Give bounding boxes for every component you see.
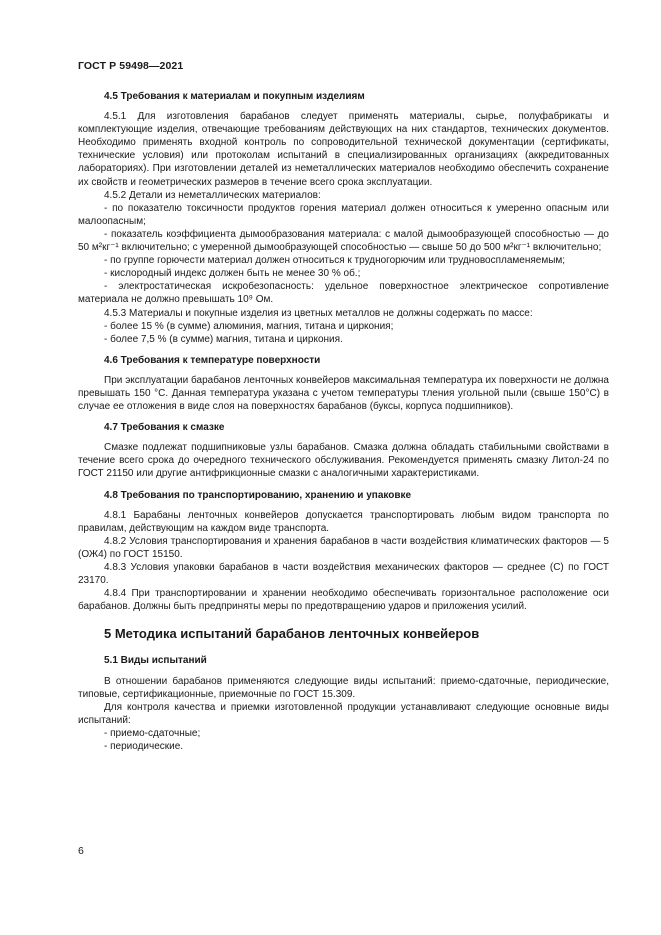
paragraph: 4.8.4 При транспортировании и хранении необходимо обеспечивать горизонтальное расположение оси барабанов. Должны быть предприняты меры по предотвращению ударов и приложения усилий. — [78, 588, 609, 613]
paragraph: - приемо-сдаточные; — [104, 727, 201, 739]
paragraph: - электростатическая искробезопасность: удельное поверхностное электрическое сопротивление материала не должно превышать 10⁹ Ом. — [78, 281, 609, 306]
block-spacer — [78, 413, 609, 421]
document-body — [78, 90, 609, 753]
paragraph: - периодические. — [104, 741, 184, 753]
block-spacer — [78, 346, 609, 354]
paragraph: В отношении барабанов применяются следующие виды испытаний: приемо-сдаточные, периодические, типовые, сертификационные, приемочные по ГОСТ 15.309. — [78, 675, 609, 700]
subsection-heading: 4.7 Требования к смазке — [104, 422, 225, 434]
paragraph: - более 15 % (в сумме) алюминия, магния, титана и циркония; — [104, 320, 394, 332]
subsection-heading: 5.1 Виды испытаний — [104, 655, 207, 667]
paragraph: Смазке подлежат подшипниковые узлы барабанов. Смазка должна обладать стабильными свойствами в течение всего срока до очередного технического обслуживания. Рекомендуется применять смазку Литол-24 по ГОСТ 21150 или другие антифрикционные смазки с аналогичными характеристиками. — [78, 442, 609, 480]
subsection-heading: 4.8 Требования по транспортированию, хранению и упаковке — [104, 489, 412, 501]
subsection-heading: 4.6 Требования к температуре поверхности — [104, 354, 321, 366]
paragraph: - показатель коэффициента дымообразования материала: с малой дымообразующей способностью — до 50 м²кг⁻¹ включительно; с умеренной дымообразующей способностью — свыше 50 до 500 м²кг⁻¹ включительно; — [78, 228, 609, 254]
paragraph: 4.8.1 Барабаны ленточных конвейеров допускается транспортировать любым видом транспорта по правилам, действующим на каждом виде транспорта. — [78, 509, 609, 534]
paragraph: - более 7,5 % (в сумме) магния, титана и циркония. — [104, 333, 343, 345]
paragraph: При эксплуатации барабанов ленточных конвейеров максимальная температура их поверхности не должна превышать 150 °С. Данная температура указана с учетом температуры тления угольной пыли (свыше 150°С) в случае ее отложения в виде слоя на поверхностях барабанов (буксы, корпуса подшипников). — [78, 374, 609, 413]
paragraph: Для контроля качества и приемки изготовленной продукции устанавливают следующие основные виды испытаний: — [78, 701, 609, 726]
paragraph: 4.8.3 Условия упаковки барабанов в части воздействия механических факторов — среднее (С) по ГОСТ 23170. — [78, 562, 609, 587]
paragraph: 4.8.2 Условия транспортирования и хранения барабанов в части воздействия климатических факторов — 5 (ОЖ4) по ГОСТ 15150. — [78, 535, 609, 560]
page-number: 6 — [78, 845, 84, 857]
standard-header: ГОСТ Р 59498—2021 — [78, 60, 184, 72]
paragraph: 4.5.2 Детали из неметаллических материалов: — [104, 189, 321, 201]
block-spacer — [78, 481, 609, 489]
paragraph: 4.5.1 Для изготовления барабанов следует применять материалы, сырье, полуфабрикаты и комплектующие изделия, отвечающие требованиям действующих на них стандартов, технических документов. Необходимо применять входной контроль по сопроводительной технической документации (сертификаты, технические условия) или протоколам испытаний в специализированных организациях (аккредитованных лабораториях). При изготовлении деталей из неметаллических материалов необходимо обеспечить сохранение их свойств и геометрических размеров в течение всего срока эксплуатации. — [78, 111, 609, 188]
paragraph: - по показателю токсичности продуктов горения материал должен относиться к умеренно опасным или малоопасным; — [78, 202, 609, 227]
paragraph: 4.5.3 Материалы и покупные изделия из цветных металлов не должны содержать по массе: — [104, 307, 533, 319]
paragraph: - по группе горючести материал должен относиться к трудногорючим или трудновоспламеняемым; — [104, 255, 566, 267]
section-heading: 5 Методика испытаний барабанов ленточных конвейеров — [104, 626, 480, 642]
subsection-heading: 4.5 Требования к материалам и покупным изделиям — [104, 91, 365, 102]
paragraph: - кислородный индекс должен быть не менее 30 % об.; — [104, 268, 361, 280]
